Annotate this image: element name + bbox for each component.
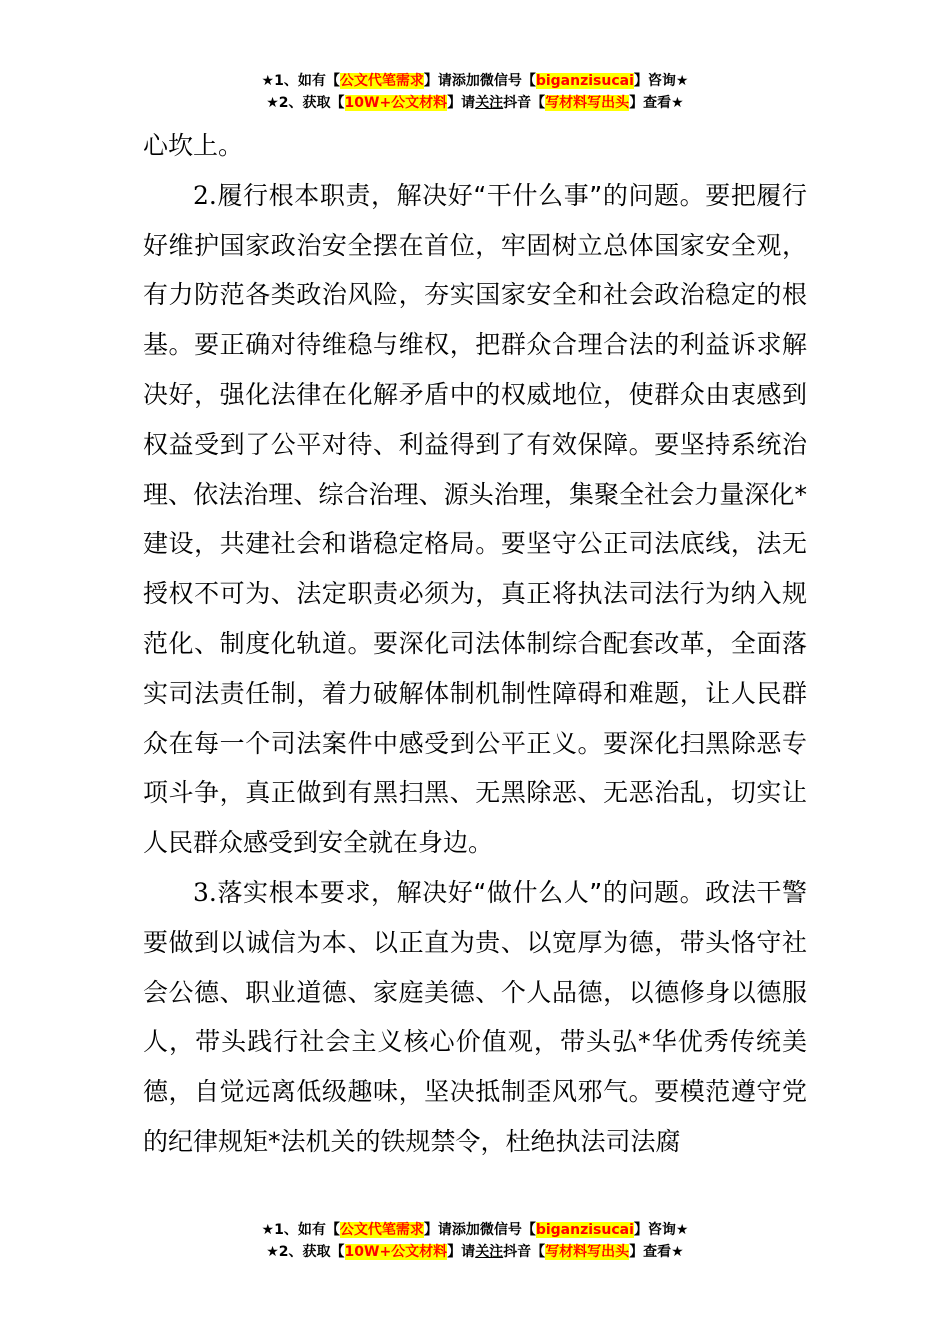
banner-text: ★1、如有【 [261,1222,340,1238]
banner-text: 微信号【 [479,1222,536,1238]
paragraph-number: 3. [193,877,217,907]
banner-text: 】请 [447,95,476,111]
banner-line-1 [0,70,950,92]
emphasis-text: 添加 [451,73,480,89]
banner-text: 】查看★ [629,1244,684,1260]
banner-line-1 [0,1219,950,1241]
banner-line-2 [0,1241,950,1263]
highlight-text: 写材料写出头 [545,1244,630,1260]
paragraph-1: 心坎上。 [143,131,244,160]
emphasis-text: 关注 [475,95,504,111]
banner-text: ★2、获取【 [266,1244,345,1260]
banner-text: 】请 [423,73,452,89]
banner-text: 】咨询★ [633,73,689,89]
banner-text: 抖音【 [503,95,546,111]
banner-line-2 [0,92,950,114]
paragraph-number: 2. [193,180,217,210]
banner-text: 微信号【 [479,73,536,89]
banner-text: 】查看★ [629,95,684,111]
highlight-text: biganzisucai [535,73,634,89]
highlight-text: 公文代笔需求 [339,73,424,89]
highlight-text: 公文代笔需求 [339,1222,424,1238]
paragraph-2 [143,171,807,868]
paragraph-text: 落实根本要求，解决好“做什么人”的问题。政法干警要做到以诚信为本、以正直为贵、以宽厚为德，带头恪守社会公德、职业道德、家庭美德、个人品德，以德修身以德服人，带头践行社会主义核心价值观，带头弘*华优秀传统美德，自觉远离低级趣味，坚决抵制歪风邪气。要模范遵守党的纪律规矩*法机关的铁规禁令，杜绝执法司法腐 [143,877,807,1156]
document-body [143,121,807,1167]
banner-text: ★1、如有【 [261,73,340,89]
highlight-text: 写材料写出头 [545,95,630,111]
header-banner [0,70,950,114]
emphasis-text: 关注 [475,1244,504,1260]
highlight-text: 10W+公文材料 [344,95,448,111]
paragraph-3 [143,868,807,1167]
paragraph-text: 履行根本职责，解决好“干什么事”的问题。要把履行好维护国家政治安全摆在首位，牢固树立总体国家安全观，有力防范各类政治风险，夯实国家安全和社会政治稳定的根基。要正确对待维稳与维权，把群众合理合法的利益诉求解决好，强化法律在化解矛盾中的权威地位，使群众由衷感到权益受到了公平对待、利益得到了有效保障。要坚持系统治理、依法治理、综合治理、源头治理，集聚全社会力量深化*建设，共建社会和谐稳定格局。要坚守公正司法底线，法无授权不可为、法定职责必须为，真正将执法司法行为纳入规范化、制度化轨道。要深化司法体制综合配套改革，全面落实司法责任制，着力破解体制机制性障碍和难题，让人民群众在每一个司法案件中感受到公平正义。要深化扫黑除恶专项斗争，真正做到有黑扫黑、无黑除恶、无恶治乱，切实让人民群众感受到安全就在身边。 [143,180,807,858]
footer-banner [0,1219,950,1263]
banner-text: ★2、获取【 [266,95,345,111]
banner-text: 】咨询★ [633,1222,689,1238]
emphasis-text: 添加 [451,1222,480,1238]
banner-text: 抖音【 [503,1244,546,1260]
highlight-text: biganzisucai [535,1222,634,1238]
highlight-text: 10W+公文材料 [344,1244,448,1260]
banner-text: 】请 [423,1222,452,1238]
banner-text: 】请 [447,1244,476,1260]
